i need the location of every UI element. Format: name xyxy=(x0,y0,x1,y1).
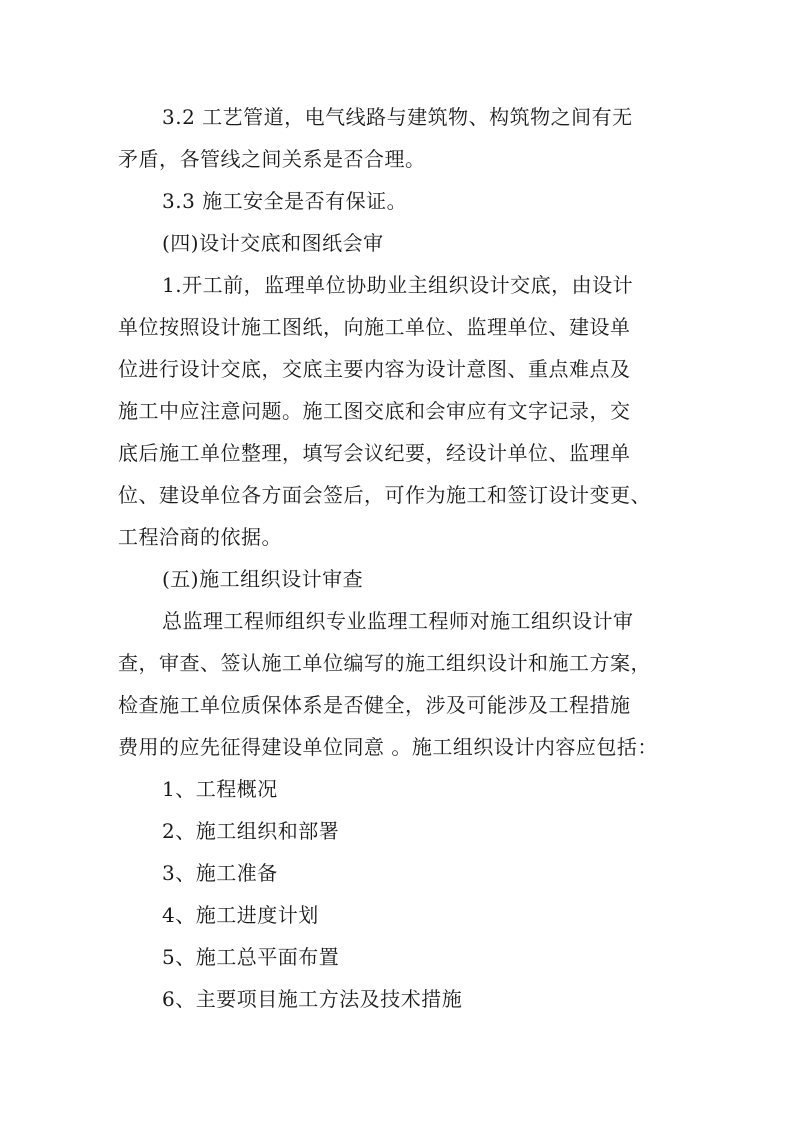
list-item-text: 5、施工总平面布置 xyxy=(162,945,340,969)
text-line: 工程洽商的依据。 xyxy=(118,525,282,549)
text-line: 矛盾，各管线之间关系是否合理。 xyxy=(118,147,426,171)
section-heading-4 xyxy=(118,222,678,264)
list-item xyxy=(118,978,678,1020)
text-line: 1.开工前，监理单位协助业主组织设计交底，由设计 xyxy=(162,273,634,297)
list-item-text: 2、施工组织和部署 xyxy=(162,819,340,843)
text-line: 查，审查、签认施工单位编写的施工组织设计和施工方案， xyxy=(118,651,651,675)
list-item xyxy=(118,936,678,978)
text-line: (五)施工组织设计审查 xyxy=(162,567,364,591)
text-line: 底后施工单位整理，填写会议纪要，经设计单位、监理单 xyxy=(118,441,631,465)
text-line: 检查施工单位质保体系是否健全，涉及可能涉及工程措施 xyxy=(118,693,631,717)
text-line: 费用的应先征得建设单位同意 。施工组织设计内容应包括： xyxy=(118,735,658,759)
section-heading-5 xyxy=(118,558,678,600)
list-item-text: 1、工程概况 xyxy=(162,777,278,801)
document-body xyxy=(118,96,678,1020)
text-line: 位进行设计交底，交底主要内容为设计意图、重点难点及 xyxy=(118,357,631,381)
paragraph-construction-review xyxy=(118,600,678,768)
list-item-text: 4、施工进度计划 xyxy=(162,903,319,927)
list-item xyxy=(118,852,678,894)
text-line: 3.3 施工安全是否有保证。 xyxy=(162,189,408,213)
list-item-text: 3、施工准备 xyxy=(162,861,278,885)
text-line: 位、建设单位各方面会签后，可作为施工和签订设计变更、 xyxy=(118,483,651,507)
list-item xyxy=(118,768,678,810)
text-line: 总监理工程师组织专业监理工程师对施工组织设计审 xyxy=(162,609,634,633)
list-item-text: 6、主要项目施工方法及技术措施 xyxy=(162,987,463,1011)
paragraph-3-2 xyxy=(118,96,678,180)
list-item xyxy=(118,894,678,936)
text-line: 施工中应注意问题。施工图交底和会审应有文字记录，交 xyxy=(118,399,631,423)
list-item xyxy=(118,810,678,852)
paragraph-design-briefing xyxy=(118,264,678,558)
paragraph-3-3 xyxy=(118,180,678,222)
text-line: 单位按照设计施工图纸，向施工单位、监理单位、建设单 xyxy=(118,315,631,339)
text-line: 3.2 工艺管道，电气线路与建筑物、构筑物之间有无 xyxy=(162,105,633,129)
text-line: (四)设计交底和图纸会审 xyxy=(162,231,384,255)
